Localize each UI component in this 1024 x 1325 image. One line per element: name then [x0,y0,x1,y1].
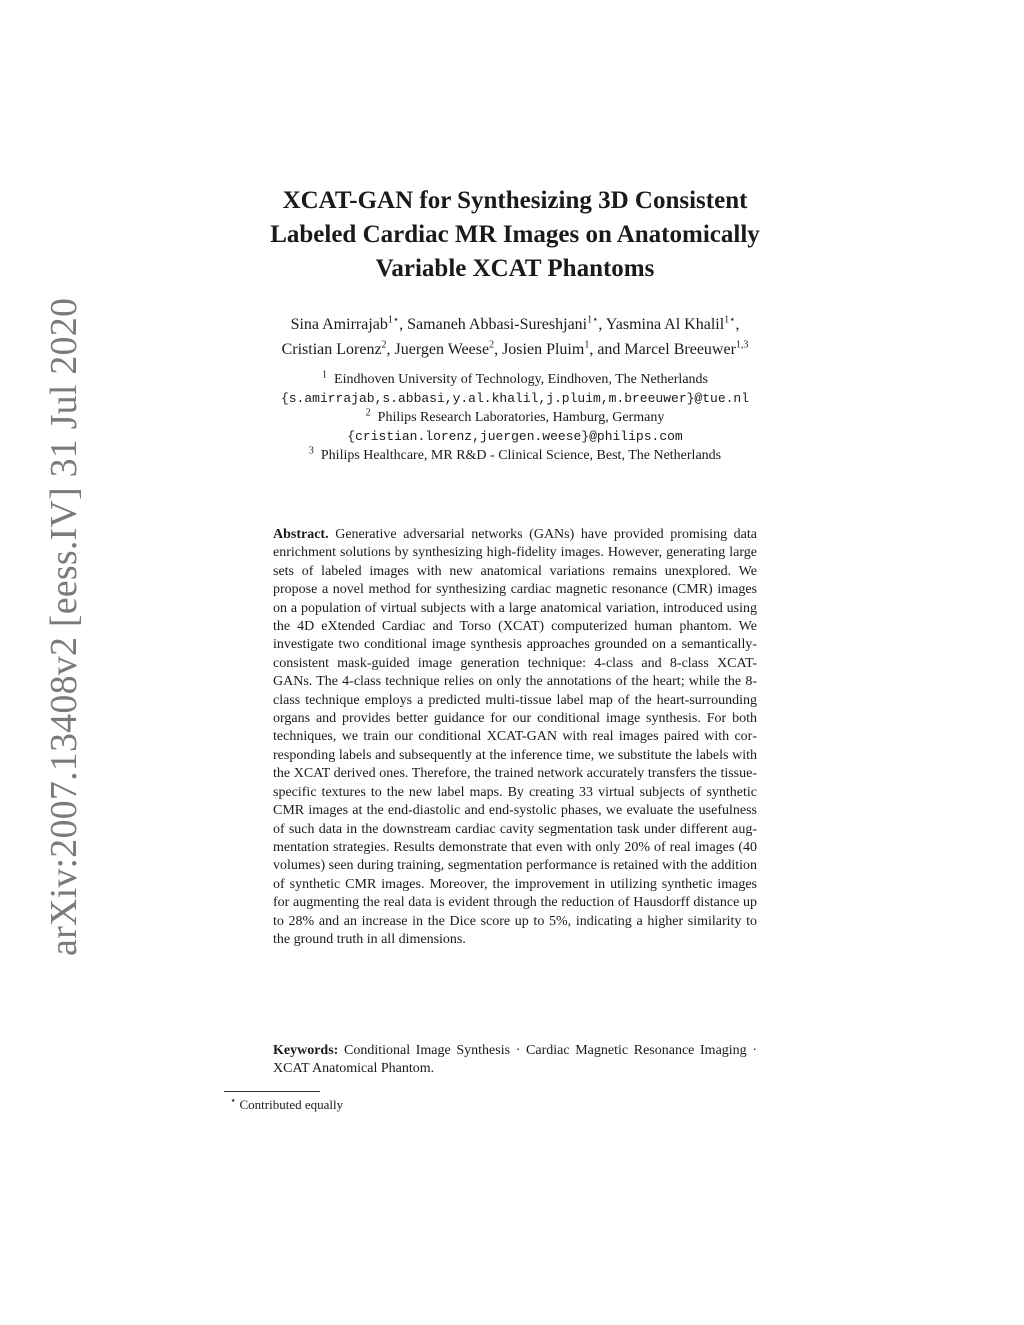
arxiv-identifier-stamp: arXiv:2007.13408v2 [eess.IV] 31 Jul 2020 [43,297,85,956]
affiliation-1-number: 1 [322,369,328,381]
title-line-2: Labeled Cardiac MR Images on Anatomically [270,221,760,248]
footnote [230,1096,343,1113]
author-4-affiliation: 2 [381,339,387,351]
keywords-block [273,1042,757,1079]
author-1: Sina Amirrajab [290,316,388,333]
author-7-affiliation: 1,3 [735,339,749,351]
footnote-mark: ⋆ [230,1095,237,1107]
author-2: , Samaneh Abbasi-Sureshjani [399,316,588,333]
author-line-2 [200,337,830,362]
author-3-affiliation: 1⋆ [724,314,736,326]
author-line-1 [200,312,830,337]
keywords-text: Conditional Image Synthesis · Cardiac Magnetic Resonance Imaging · XCAT Anatomical Phantom. [273,1043,757,1077]
author-3-separator: , [735,316,740,333]
paper-title [200,184,830,286]
keywords-label: Keywords: [273,1043,339,1058]
author-list [200,312,830,362]
affiliation-2-text: Philips Research Laboratories, Hamburg, Germany [377,410,665,425]
abstract-block [273,526,757,949]
affiliation-1-text: Eindhoven University of Technology, Eindhoven, The Netherlands [334,372,708,387]
affiliation-2-email: {cristian.lorenz,juergen.weese}@philips.com [347,429,683,444]
affiliation-1 [200,370,830,389]
author-4: Cristian Lorenz [281,341,382,358]
affiliation-2 [200,408,830,427]
title-line-1: XCAT-GAN for Synthesizing 3D Consistent [282,187,748,214]
affiliation-3-text: Philips Healthcare, MR R&D - Clinical Science, Best, The Netherlands [320,448,722,463]
affiliation-list [200,370,830,465]
author-3: , Yasmina Al Khalil [598,316,725,333]
author-2-affiliation: 1⋆ [587,314,599,326]
author-1-affiliation: 1⋆ [387,314,400,326]
author-5-affiliation: 2 [489,339,495,351]
author-7: , and Marcel Breeuwer [589,341,736,358]
abstract-label: Abstract. [273,527,329,542]
affiliation-2-number: 2 [365,407,371,419]
affiliation-1-email: {s.amirrajab,s.abbasi,y.al.khalil,j.pluim,m.breeuwer}@tue.nl [280,391,750,406]
affiliation-3 [200,446,830,465]
title-line-3: Variable XCAT Phantoms [375,255,655,282]
author-6-affiliation: 1 [584,339,590,351]
author-6: , Josien Pluim [494,341,585,358]
author-5: , Juergen Weese [386,341,490,358]
affiliation-3-number: 3 [308,445,314,457]
footnote-rule [224,1091,320,1092]
footnote-text: Contributed equally [239,1097,344,1112]
abstract-text: Generative adversarial networks (GANs) have provided promising data enrichment solutions by synthesizing high-fidelity images. However, generating large sets of labeled images with new anatomical variations remains unexplored. We propose a novel method for synthesizing cardiac magnetic resonance (CMR) images on a population of virtual subjects with a large anatomical variation, introduced using the 4D eXtended Cardiac and Torso (XCAT) computerized human phantom. We investigate two conditional image synthesis approaches grounded on a semantically-consistent mask-guided image generation technique: 4-class and 8-class XCAT-GANs. The 4-class technique relies on only the annotations of the heart; while the 8-class technique employs a predicted multi-tissue label map of the heart-surrounding organs and provides better guidance for our conditional image synthesis. For both techniques, we train our conditional XCAT-GAN with real images paired with corresponding labels and subsequently at the inference time, we substitute the labels with the XCAT derived ones. Therefore, the trained network accurately transfers the tissue-specific textures to the new label maps. By creating 33 virtual subjects of synthetic CMR images at the end-diastolic and end-systolic phases, we evaluate the usefulness of such data in the downstream cardiac cavity segmentation task under different augmentation strategies. Results demonstrate that even with only 20% of real images (40 volumes) seen during training, segmentation performance is retained with the addition of synthetic CMR images. Moreover, the improvement in utilizing synthetic images for augmenting the real data is evident through the reduction of Hausdorff distance up to 28% and an increase in the Dice score up to 5%, indicating a higher similarity to the ground truth in all dimensions. [273,527,757,947]
